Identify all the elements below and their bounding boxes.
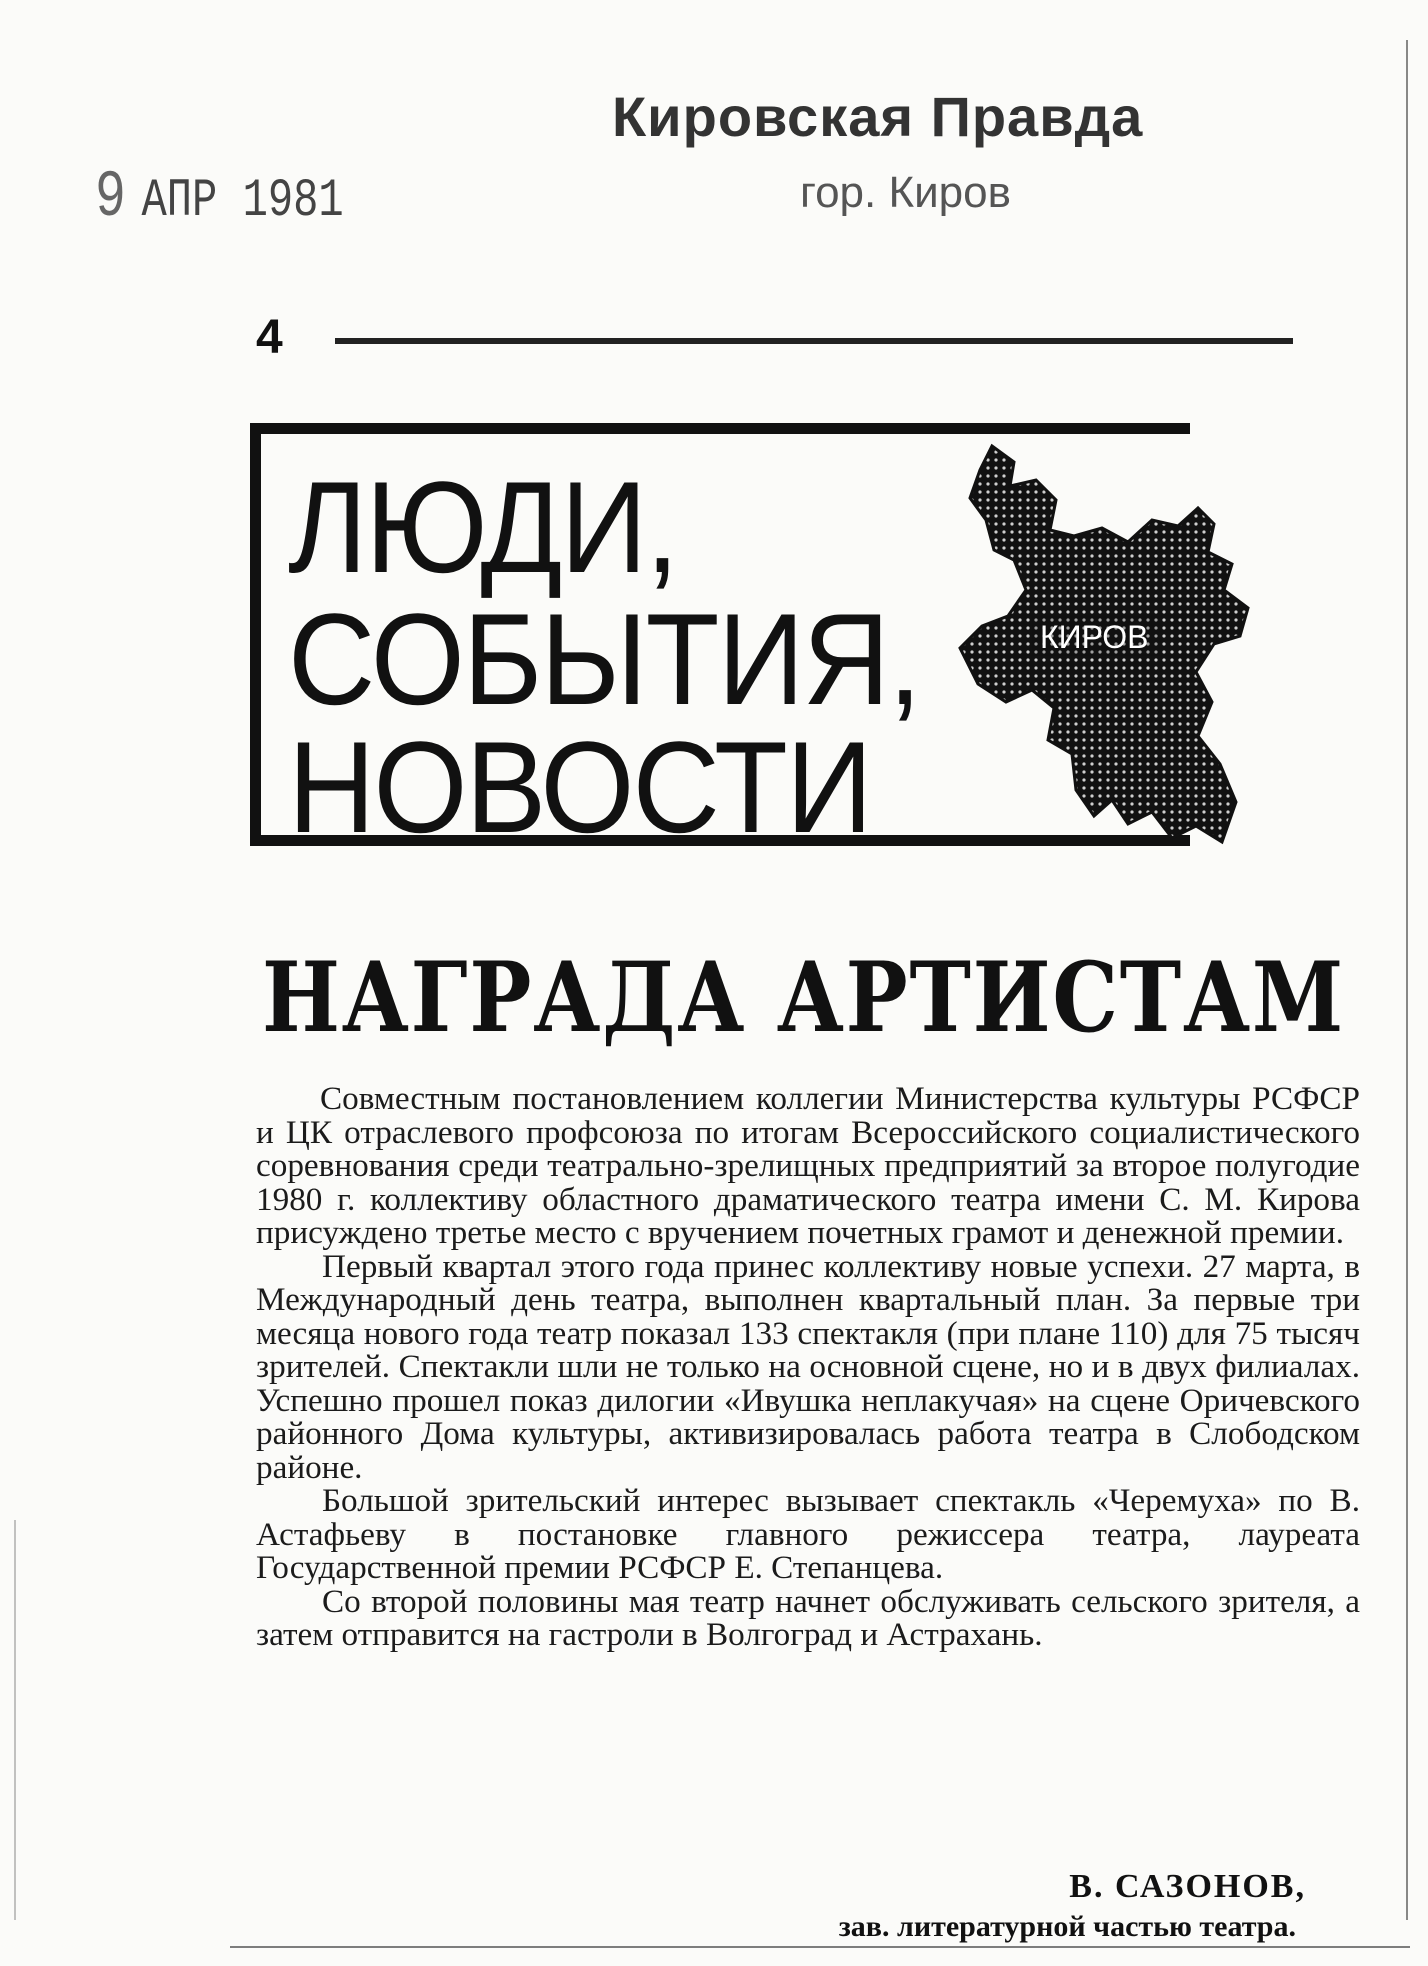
clipping-edge-left [14,1520,16,1920]
author-name: В. САЗОНОВ, [1069,1868,1306,1905]
stamp-date-day: 9 [95,160,126,235]
article-headline: НАГРАДА АРТИСТАМ [262,941,1346,1054]
stamp-date-month-year: АПР 1981 [141,171,344,232]
clipping-edge-bottom [230,1946,1410,1948]
clipping-edge-right [1406,40,1408,1920]
page-rule-divider [335,338,1293,344]
rubric-line-3: НОВОСТИ [288,714,872,860]
article-paragraph: Со второй половины мая театр начнет обслуживать сельского зрителя, а затем отправится на гастроли в Волгоград и Астрахань. [256,1582,1360,1653]
article-body [256,1082,1360,1652]
author-role: зав. литературной частью театра. [838,1910,1296,1943]
stamp-city: гор. Киров [800,168,1011,217]
article-paragraph: Большой зрительский интерес вызывает спектакль «Черемуха» по В. Астафьеву в постановке главного режиссера театра, лауреата Государственной премии РСФСР Е. Степанцева. [256,1482,1360,1586]
page-number: 4 [256,311,283,364]
map-label: КИРОВ [1040,619,1149,655]
rubric-line-2: СОБЫТИЯ, [288,586,920,732]
rubric-line-1: ЛЮДИ, [288,454,678,600]
stamp-newspaper-name: Кировская Правда [612,85,1144,148]
kirov-region-map-icon [952,440,1258,860]
article-paragraph: Совместным постановлением коллегии Министерства культуры РСФСР и ЦК отраслевого профсоюза по итогам Всероссийского социалистического соревнования среди театрально-зрелищных предприятий за второе полугодие 1980 г. коллективу областного драматического театра имени С. М. Кирова присуждено третье место с вручением почетных грамот и денежной премии. [256,1080,1360,1251]
article-paragraph: Первый квартал этого года принес коллективу новые успехи. 27 марта, в Международный день театра, выполнен квартальный план. За первые три месяца нового года театр показал 133 спектакля (при плане 110) для 75 тысяч зрителей. Спектакли шли не только на основной сцене, но и в двух филиалах. Успешно прошел показ дилогии «Ивушка неплакучая» на сцене Оричевского районного Дома культуры, активизировалась работа театра в Слободском районе. [256,1247,1360,1486]
stamp-date [95,160,344,235]
